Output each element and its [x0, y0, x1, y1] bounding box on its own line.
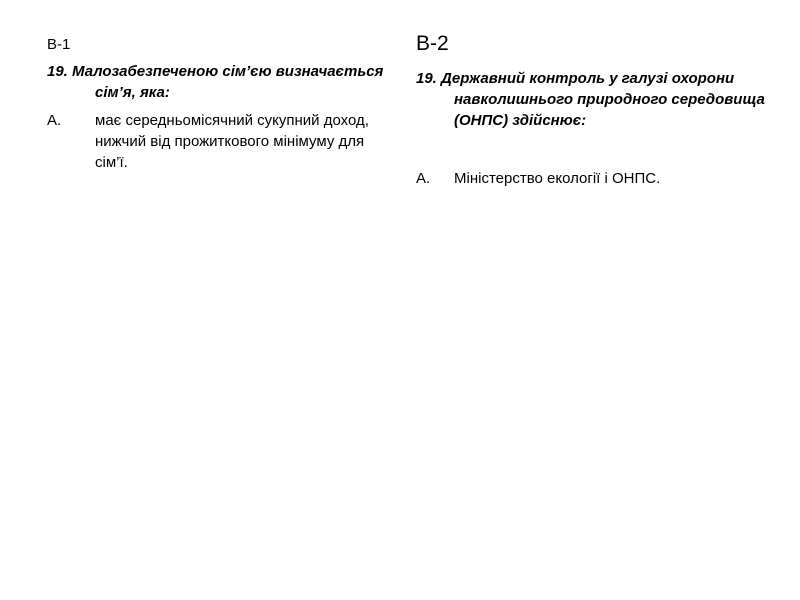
variant-1-answer	[47, 110, 392, 173]
variant-1-answer-text: має середньомісячний сукупний доход, нижчий від прожиткового мінімуму для сім’ї.	[95, 112, 369, 171]
variant-2-answer-letter: А.	[416, 170, 431, 187]
variant-1-question: 19. Малозабезпеченою сім’єю визначається сім’я, яка:	[47, 63, 384, 101]
variant-2-label: В-2	[416, 32, 449, 55]
variant-1-label: В-1	[47, 36, 71, 53]
variant-1-answer-letter: А.	[47, 112, 62, 129]
variant-2-answer	[416, 168, 761, 189]
variant-2-answer-text: Міністерство екології і ОНПС.	[454, 170, 661, 187]
variant-2-question: 19. Державний контроль у галузі охорони навколишнього природного середовища (ОНПС) здійснює:	[416, 70, 765, 129]
